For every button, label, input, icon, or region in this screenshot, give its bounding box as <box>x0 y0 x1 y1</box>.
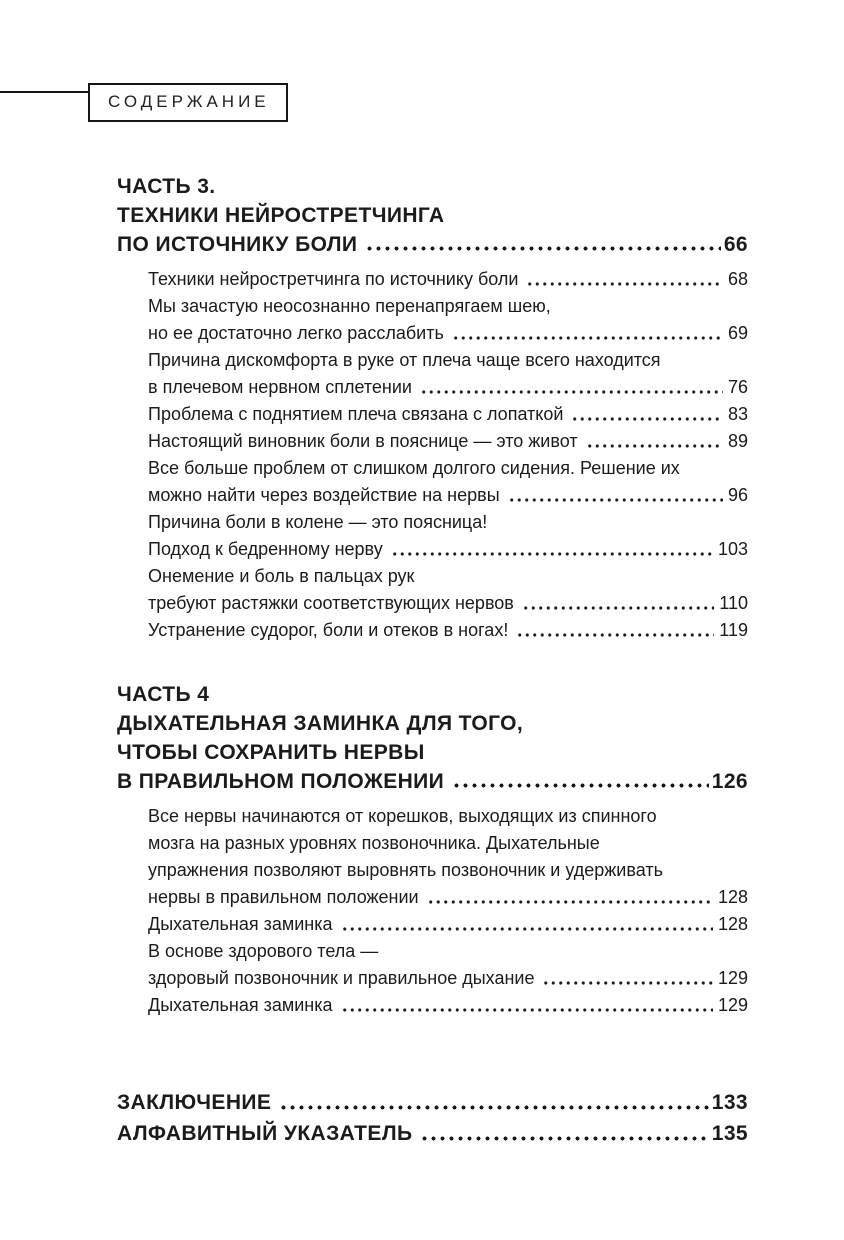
toc-entry <box>148 428 748 455</box>
header-rule <box>0 91 90 93</box>
toc-entry-row <box>148 482 748 509</box>
entry-text: можно найти через воздействие на нервы <box>148 485 500 505</box>
entry-text: Подход к бедренному нерву <box>148 539 383 559</box>
page-number: 89 <box>727 431 748 451</box>
toc-entry-row <box>148 911 748 938</box>
page-number: 76 <box>727 377 748 397</box>
toc-entry <box>148 563 748 617</box>
dot-leader <box>426 884 713 911</box>
footer-entry-row <box>117 1118 748 1149</box>
toc-entry <box>148 266 748 293</box>
toc-section <box>117 680 748 1019</box>
section-heading-row <box>117 230 748 259</box>
toc-entry <box>148 455 748 509</box>
dot-leader <box>364 230 720 259</box>
toc-entry <box>148 803 748 911</box>
dot-leader <box>419 374 723 401</box>
dot-leader <box>521 590 714 617</box>
toc-entry-line: В основе здорового тела — <box>148 941 379 961</box>
dot-leader <box>451 320 723 347</box>
page-title: СОДЕРЖАНИЕ <box>108 92 270 111</box>
toc-entry-line: Онемение и боль в пальцах рук <box>148 566 415 586</box>
page-number: 129 <box>717 968 748 988</box>
dot-leader <box>525 266 723 293</box>
page-number: 83 <box>727 404 748 424</box>
toc-entry <box>148 617 748 644</box>
entry-text: здоровый позвоночник и правильное дыхание <box>148 968 535 988</box>
page-number: 135 <box>711 1122 748 1145</box>
dot-leader <box>340 911 713 938</box>
toc-section <box>117 172 748 644</box>
section-heading-row <box>117 767 748 796</box>
toc-entry-row <box>148 590 748 617</box>
dot-leader <box>541 965 712 992</box>
entry-text: ЗАКЛЮЧЕНИЕ <box>117 1091 272 1114</box>
section-heading-line: ТЕХНИКИ НЕЙРОСТРЕТЧИНГА <box>117 204 445 227</box>
entry-text: Проблема с поднятием плеча связана с лопаткой <box>148 404 564 424</box>
toc-entry-line: Мы зачастую неосознанно перенапрягаем шею, <box>148 296 551 316</box>
entry-text: требуют растяжки соответствующих нервов <box>148 593 514 613</box>
header-box <box>88 83 288 122</box>
page-number: 103 <box>717 539 748 559</box>
dot-leader <box>515 617 714 644</box>
toc-entries <box>117 803 748 1019</box>
toc-entry-row <box>148 401 748 428</box>
dot-leader <box>419 1118 708 1149</box>
page-number: 128 <box>717 887 748 907</box>
page-number: 66 <box>723 233 748 256</box>
page-number: 69 <box>727 323 748 343</box>
entry-text: Техники нейростретчинга по источнику боли <box>148 269 519 289</box>
toc-entry-row <box>148 992 748 1019</box>
entry-text: Дыхательная заминка <box>148 914 333 934</box>
dot-leader <box>390 536 713 563</box>
toc-entry <box>148 938 748 992</box>
dot-leader <box>278 1087 708 1118</box>
toc-entry-row <box>148 617 748 644</box>
entry-text: но ее достаточно легко расслабить <box>148 323 444 343</box>
section-heading-line: ЧАСТЬ 3. <box>117 175 216 198</box>
toc-entry-row <box>148 428 748 455</box>
dot-leader <box>570 401 723 428</box>
page-number: 126 <box>711 770 748 793</box>
toc-entry <box>148 911 748 938</box>
page-number: 133 <box>711 1091 748 1114</box>
entry-text: Дыхательная заминка <box>148 995 333 1015</box>
entry-text: Настоящий виновник боли в пояснице — это живот <box>148 431 578 451</box>
toc-entry <box>148 509 748 563</box>
section-heading-line: ЧТОБЫ СОХРАНИТЬ НЕРВЫ <box>117 741 425 764</box>
toc-entry-line: Все больше проблем от слишком долгого сидения. Решение их <box>148 458 680 478</box>
entry-text: АЛФАВИТНЫЙ УКАЗАТЕЛЬ <box>117 1122 413 1145</box>
entry-text: ПО ИСТОЧНИКУ БОЛИ <box>117 233 358 256</box>
toc-entry-row <box>148 320 748 347</box>
toc-entry-line: Причина дискомфорта в руке от плеча чаще всего находится <box>148 350 661 370</box>
entry-text: нервы в правильном положении <box>148 887 419 907</box>
dot-leader <box>340 992 713 1019</box>
toc-entry-line: мозга на разных уровнях позвоночника. Дыхательные <box>148 833 600 853</box>
toc-entries <box>117 266 748 644</box>
dot-leader <box>451 767 709 796</box>
toc-entry <box>148 293 748 347</box>
page-number: 68 <box>727 269 748 289</box>
toc-entry <box>148 401 748 428</box>
toc-entry-row <box>148 536 748 563</box>
page-number: 129 <box>717 995 748 1015</box>
toc-entry-row <box>148 884 748 911</box>
section-heading-line: ЧАСТЬ 4 <box>117 683 210 706</box>
entry-text: В ПРАВИЛЬНОМ ПОЛОЖЕНИИ <box>117 770 445 793</box>
page-number: 96 <box>727 485 748 505</box>
toc <box>0 128 844 1019</box>
footer-entry-row <box>117 1087 748 1118</box>
entry-text: в плечевом нервном сплетении <box>148 377 412 397</box>
page-number: 119 <box>719 620 748 640</box>
entry-text: Устранение судорог, боли и отеков в ногах! <box>148 620 509 640</box>
toc-entry-row <box>148 266 748 293</box>
toc-entry-row <box>148 374 748 401</box>
toc-entry-line: Все нервы начинаются от корешков, выходящих из спинного <box>148 806 657 826</box>
toc-entry-line: Причина боли в колене — это поясница! <box>148 512 488 532</box>
section-heading-line: ДЫХАТЕЛЬНАЯ ЗАМИНКА ДЛЯ ТОГО, <box>117 712 524 735</box>
toc-footer <box>0 1055 844 1149</box>
toc-entry <box>148 992 748 1019</box>
toc-entry-row <box>148 965 748 992</box>
page-header <box>0 0 844 128</box>
page-number: 110 <box>719 593 748 613</box>
dot-leader <box>507 482 723 509</box>
page-number: 128 <box>717 914 748 934</box>
toc-entry <box>148 347 748 401</box>
dot-leader <box>585 428 723 455</box>
toc-entry-line: упражнения позволяют выровнять позвоночник и удерживать <box>148 860 663 880</box>
